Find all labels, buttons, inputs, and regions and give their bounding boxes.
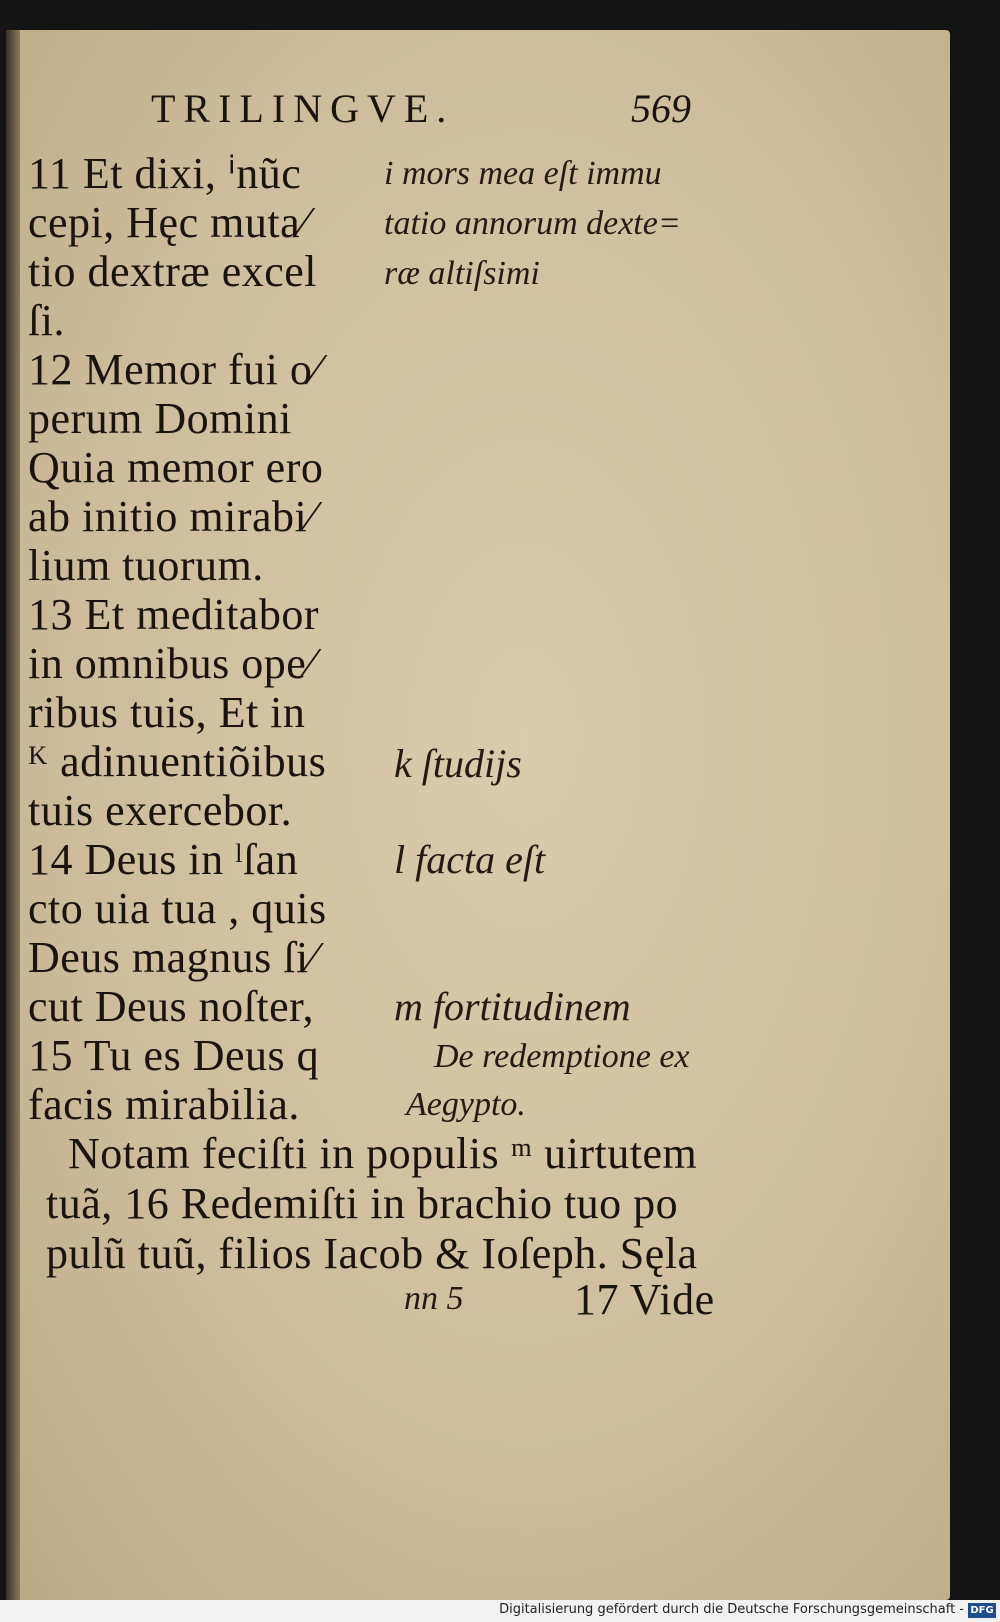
book-spine (6, 30, 20, 1600)
full-line: pulũ tuũ, filios Iacob & Ioſeph. Sęla (46, 1229, 698, 1278)
main-line: ſi. (28, 296, 65, 345)
main-line: Deus magnus ſi⁄ (28, 933, 317, 982)
digitization-credit-bar (0, 1600, 1000, 1622)
main-line: 13 Et meditabor (28, 590, 319, 639)
gloss-line: De redemptione ex (434, 1038, 690, 1075)
book-page (6, 30, 950, 1600)
main-line: cut Deus noſter, (28, 982, 315, 1031)
credit-text: Digitalisierung gefördert durch die Deutsche Forschungsgemeinschaft - (499, 1602, 964, 1617)
gloss-line: m fortitudinem (394, 984, 631, 1029)
main-line: ab initio mirabi⁄ (28, 492, 316, 541)
main-line: tuis exercebor. (28, 786, 293, 835)
main-line: cto uia tua , quis (28, 884, 327, 933)
gloss-line: tatio annorum dexte= (384, 205, 681, 242)
page-number: 569 (631, 86, 691, 131)
catchword: 17 Vide (574, 1275, 715, 1324)
gloss-line: ræ altiſsimi (384, 255, 540, 292)
main-line: 14 Deus in ˡſan (28, 835, 299, 884)
signature-mark: nn 5 (404, 1280, 464, 1317)
main-line: cepi, Hęc muta⁄ (28, 198, 308, 247)
gloss-line: i mors mea eſt immu (384, 155, 662, 192)
full-line: tuã, 16 Redemiſti in brachio tuo po (46, 1179, 679, 1228)
main-line: 12 Memor fui o⁄ (28, 345, 321, 394)
gloss-line: k ſtudijs (394, 741, 522, 786)
main-line: lium tuorum. (28, 541, 264, 590)
running-title: TRILINGVE. (151, 86, 455, 131)
main-line: 11 Et dixi, ⁱnũc (28, 149, 302, 198)
gloss-line: Aegypto. (406, 1086, 526, 1123)
main-line: ᴷ adinuentiõibus (28, 737, 327, 786)
main-line: ribus tuis, Et in (28, 688, 306, 737)
main-line: facis mirabilia. (28, 1080, 300, 1129)
main-line: tio dextræ excel (28, 247, 318, 296)
main-line: Quia memor ero (28, 443, 324, 492)
main-line: perum Domini (28, 394, 292, 443)
main-line: 15 Tu es Deus q (28, 1031, 320, 1080)
gloss-line: l facta eſt (394, 837, 546, 882)
main-line: in omnibus ope⁄ (28, 639, 315, 688)
dfg-logo: DFG (968, 1603, 996, 1618)
full-line: Notam feciſti in populis ᵐ uirtutem (68, 1129, 698, 1178)
